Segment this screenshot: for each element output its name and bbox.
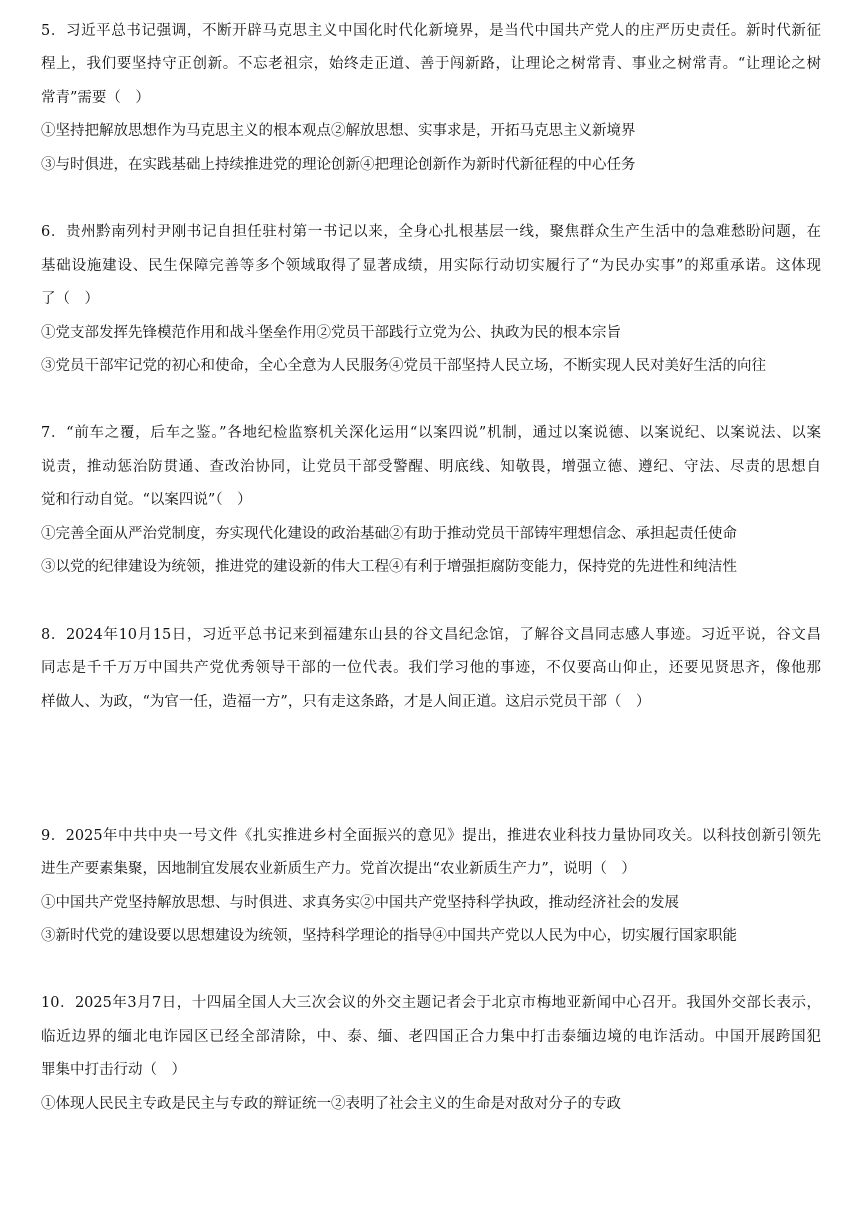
statement-line: ①坚持把解放思想作为马克思主义的根本观点②解放思想、实事求是，开拓马克思主义新境界 (41, 123, 636, 139)
question-stem-line: 5．习近平总书记强调，不断开辟马克思主义中国化时代化新境界，是当代中国共产党人的庄严历史责任。新时代新征 (41, 23, 821, 39)
question-stem-line: 了（ ） (41, 291, 99, 307)
statement-line: ③党员干部牢记党的初心和使命，全心全意为人民服务④党员干部坚持人民立场，不断实现人民对美好生活的向往 (41, 358, 766, 374)
question-stem-line: 10．2025年3月7日，十四届全国人大三次会议的外交主题记者会于北京市梅地亚新闻中心召开。我国外交部长表示， (41, 995, 821, 1011)
question-stem-line: 觉和行动自觉。“以案四说”（ ） (41, 492, 252, 508)
question-stem-line: 程上，我们要坚持守正创新。不忘老祖宗，始终走正道、善于闯新路，让理论之树常青、事业之树常青。“让理论之树 (41, 56, 821, 72)
question-stem-line: 罪集中打击行动（ ） (41, 1062, 186, 1078)
question-stem-line: 7．“前车之覆，后车之鉴。”各地纪检监察机关深化运用“以案四说”机制，通过以案说德、以案说纪、以案说法、以案 (41, 425, 821, 441)
question-stem-line: 样做人、为政，“为官一任，造福一方”，只有走这条路，才是人间正道。这启示党员干部（ ） (41, 694, 651, 710)
question-stem-line: 9．2025年中共中央一号文件《扎实推进乡村全面振兴的意见》提出，推进农业科技力量协同攻关。以科技创新引领先 (41, 828, 821, 844)
question-stem-line: 同志是千千万万中国共产党优秀领导干部的一位代表。我们学习他的事迹，不仅要高山仰止，还要见贤思齐，像他那 (41, 660, 821, 676)
statement-line: ①中国共产党坚持解放思想、与时俱进、求真务实②中国共产党坚持科学执政，推动经济社会的发展 (41, 895, 679, 911)
statement-line: ③与时俱进，在实践基础上持续推进党的理论创新④把理论创新作为新时代新征程的中心任务 (41, 157, 636, 173)
statement-line: ①完善全面从严治党制度，夯实现代化建设的政治基础②有助于推动党员干部铸牢理想信念、承担起责任使命 (41, 526, 737, 542)
question-stem-line: 临近边界的缅北电诈园区已经全部清除，中、泰、缅、老四国正合力集中打击泰缅边境的电诈活动。中国开展跨国犯 (41, 1029, 821, 1045)
question-stem-line: 基础设施建设、民生保障完善等多个领域取得了显著成绩，用实际行动切实履行了“为民办实事”的郑重承诺。这体现 (41, 258, 821, 274)
question-stem-line: 常青”需要（ ） (41, 90, 150, 106)
statement-line: ①党支部发挥先锋模范作用和战斗堡垒作用②党员干部践行立党为公、执政为民的根本宗旨 (41, 325, 621, 341)
question-stem-line: 进生产要素集聚，因地制宜发展农业新质生产力。党首次提出“农业新质生产力”，说明（ ） (41, 861, 636, 877)
question-stem-line: 说责，推动惩治防贯通、查改治协同，让党员干部受警醒、明底线、知敬畏，增强立德、遵纪、守法、尽责的思想自 (41, 459, 821, 475)
question-stem-line: 8．2024年10月15日，习近平总书记来到福建东山县的谷文昌纪念馆，了解谷文昌同志感人事迹。习近平说，谷文昌 (41, 627, 821, 643)
question-stem-line: 6．贵州黔南列村尹刚书记自担任驻村第一书记以来，全身心扎根基层一线，聚焦群众生产生活中的急难愁盼问题，在 (41, 224, 821, 240)
statement-line: ③新时代党的建设要以思想建设为统领，坚持科学理论的指导④中国共产党以人民为中心，切实履行国家职能 (41, 928, 737, 944)
statement-line: ①体现人民民主专政是民主与专政的辩证统一②表明了社会主义的生命是对敌对分子的专政 (41, 1096, 621, 1112)
statement-line: ③以党的纪律建设为统领，推进党的建设新的伟大工程④有利于增强拒腐防变能力，保持党的先进性和纯洁性 (41, 559, 737, 575)
